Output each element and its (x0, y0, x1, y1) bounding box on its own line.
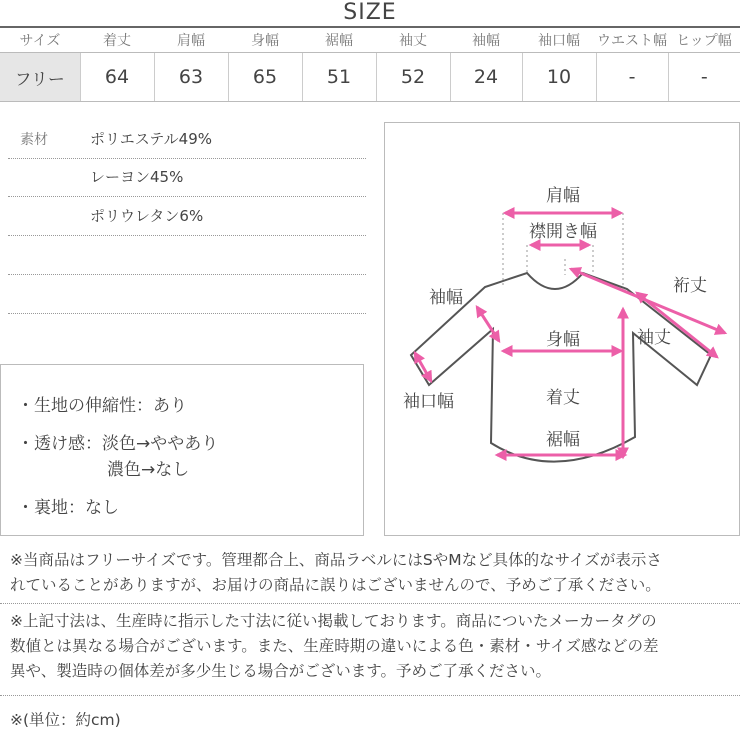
sheer-text-dark: 濃色→なし (107, 460, 190, 480)
size-table-row (0, 53, 740, 102)
sleeve-width-arrow (477, 307, 499, 341)
header-sleeve-width: 袖幅 (472, 33, 500, 49)
label-body-width: 身幅 (546, 330, 580, 350)
note-measurement (10, 609, 740, 684)
lining-text: ・裏地：なし (17, 498, 119, 518)
note-divider (0, 695, 740, 696)
cell-hem-width: 51 (302, 53, 376, 102)
label-hem: 裾幅 (546, 430, 580, 450)
cell-cuff-width: 10 (522, 53, 596, 102)
note-divider (0, 603, 740, 604)
header-length: 着丈 (103, 33, 131, 49)
material-row (8, 197, 366, 236)
header-body-width: 身幅 (251, 33, 279, 49)
header-shoulder: 肩幅 (177, 33, 205, 49)
note-line: ※当商品はフリーサイズです。管理都合上、商品ラベルにはSやMなど具体的なサイズが表示さ (10, 551, 662, 569)
header-waist-width: ウエスト幅 (597, 33, 667, 49)
header-hip-width: ヒップ幅 (676, 33, 732, 49)
label-sleeve-length: 袖丈 (637, 328, 671, 348)
cell-size: フリー (0, 53, 80, 102)
material-value-3: ポリウレタン6% (90, 207, 204, 225)
material-row (8, 158, 366, 197)
material-row-empty (8, 275, 366, 314)
header-size: サイズ (19, 33, 61, 49)
header-hem-width: 裾幅 (325, 33, 353, 49)
header-cuff-width: 袖口幅 (538, 33, 580, 49)
header-sleeve-length: 袖丈 (399, 33, 427, 49)
material-value-1: ポリエステル49% (90, 130, 212, 148)
unit-note: ※(単位：約cm) (10, 711, 121, 729)
garment-diagram-svg (385, 123, 739, 535)
material-row-empty (8, 236, 366, 275)
cell-hip-width: - (668, 53, 740, 102)
cell-body-width: 65 (228, 53, 302, 102)
measurement-diagram (384, 122, 740, 536)
stretch-text: ・生地の伸縮性：あり (17, 396, 187, 416)
note-line: ※上記寸法は、生産時に指示した寸法に従い掲載しております。商品についたメーカータグの (10, 612, 657, 630)
material-value-2: レーヨン45% (90, 168, 184, 186)
note-line: れていることがありますが、お届けの商品に誤りはございませんので、予めご了承ください。 (10, 576, 661, 594)
cell-length: 64 (80, 53, 154, 102)
label-sleeve-width: 袖幅 (429, 288, 463, 308)
size-table (0, 28, 740, 102)
note-free-size (10, 548, 740, 598)
label-cuff: 袖口幅 (403, 392, 454, 412)
size-title: SIZE (343, 0, 397, 25)
note-line: 数値とは異なる場合がございます。また、生産時期の違いによる色・素材・サイズ感などの差 (10, 637, 659, 655)
sheer-text: ・透け感：淡色→ややあり (17, 434, 219, 454)
fabric-properties-box (0, 364, 364, 536)
label-yuki: 裄丈 (673, 276, 707, 296)
label-neck: 襟開き幅 (529, 222, 597, 242)
note-line: 異や、製造時の個体差が多少生じる場合がございます。予めご了承ください。 (10, 662, 551, 680)
label-length: 着丈 (546, 388, 580, 408)
material-row (8, 120, 366, 159)
cell-waist-width: - (596, 53, 668, 102)
cell-shoulder: 63 (154, 53, 228, 102)
size-table-header-row (0, 28, 740, 53)
cell-sleeve-width: 24 (450, 53, 522, 102)
cell-sleeve-length: 52 (376, 53, 450, 102)
label-shoulder: 肩幅 (546, 186, 580, 206)
material-label: 素材 (20, 132, 48, 148)
